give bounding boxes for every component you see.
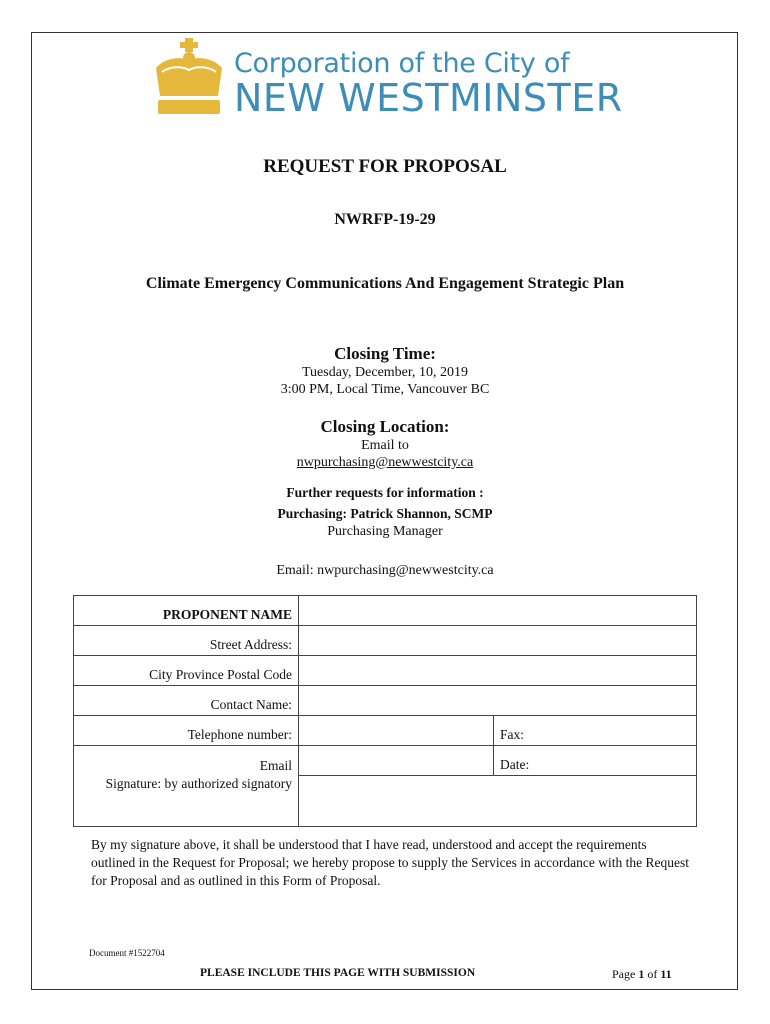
form-row-signature (74, 776, 697, 827)
closing-date: Tuesday, December, 10, 2019 (302, 365, 468, 380)
closing-time: 3:00 PM, Local Time, Vancouver BC (280, 382, 490, 397)
form-row-email (74, 746, 697, 776)
closing-location-line: Email to (361, 438, 409, 453)
proponent-name-label: PROPONENT NAME (74, 596, 299, 626)
submission-note: PLEASE INCLUDE THIS PAGE WITH SUBMISSION (200, 967, 476, 979)
closing-email-link[interactable]: nwpurchasing@newwestcity.ca (296, 455, 474, 470)
closing-location-heading: Closing Location: (320, 417, 450, 436)
form-row-street (74, 626, 697, 656)
date-label: Date: (500, 757, 530, 772)
page-number (612, 967, 672, 982)
email-label: Email (74, 746, 299, 776)
project-title: Climate Emergency Communications And Engagement Strategic Plan (145, 275, 625, 292)
contact-role: Purchasing Manager (327, 524, 443, 539)
fax-label: Fax: (500, 727, 525, 742)
form-row-proponent (74, 596, 697, 626)
page-current: 1 (638, 967, 645, 981)
form-row-telephone (74, 716, 697, 746)
contact-name: Purchasing: Patrick Shannon, SCMP (277, 506, 493, 521)
contact-name-label: Contact Name: (74, 686, 299, 716)
logo-line-1: Corporation of the City of (234, 48, 570, 79)
closing-email-wrap (0, 455, 770, 471)
declaration-text: By my signature above, it shall be understood that I have read, understood and accept the requirements outlined in the Request for Proposal; we hereby propose to supply the Services in accordance with the Request for Proposal and as outlined in this Form of Proposal. (91, 837, 689, 888)
contact-name-field[interactable] (299, 686, 697, 716)
proponent-name-field[interactable] (299, 596, 697, 626)
rfp-number: NWRFP-19-29 (334, 211, 436, 228)
proponent-form (73, 595, 697, 827)
signature-field[interactable] (299, 776, 697, 827)
city-field[interactable] (299, 656, 697, 686)
page-total: 11 (660, 967, 672, 981)
page-prefix: Page (612, 967, 636, 981)
city-logo (152, 36, 622, 126)
form-row-contact (74, 686, 697, 716)
logo-line-2: NEW WESTMINSTER (234, 76, 623, 120)
date-field[interactable] (494, 746, 697, 776)
fax-field[interactable] (494, 716, 697, 746)
contact-email: Email: nwpurchasing@newwestcity.ca (276, 563, 494, 578)
telephone-label: Telephone number: (74, 716, 299, 746)
page-of: of (647, 967, 658, 981)
crown-icon (152, 38, 226, 122)
city-label: City Province Postal Code (74, 656, 299, 686)
document-number: Document #1522704 (89, 948, 165, 958)
contact-heading: Further requests for information : (286, 485, 484, 500)
street-address-field[interactable] (299, 626, 697, 656)
closing-time-heading: Closing Time: (334, 344, 436, 363)
form-row-city (74, 656, 697, 686)
page-title: REQUEST FOR PROPOSAL (263, 156, 507, 177)
street-address-label: Street Address: (74, 626, 299, 656)
signature-label: Signature: by authorized signatory (74, 776, 299, 827)
email-field[interactable] (299, 746, 494, 776)
telephone-field[interactable] (299, 716, 494, 746)
